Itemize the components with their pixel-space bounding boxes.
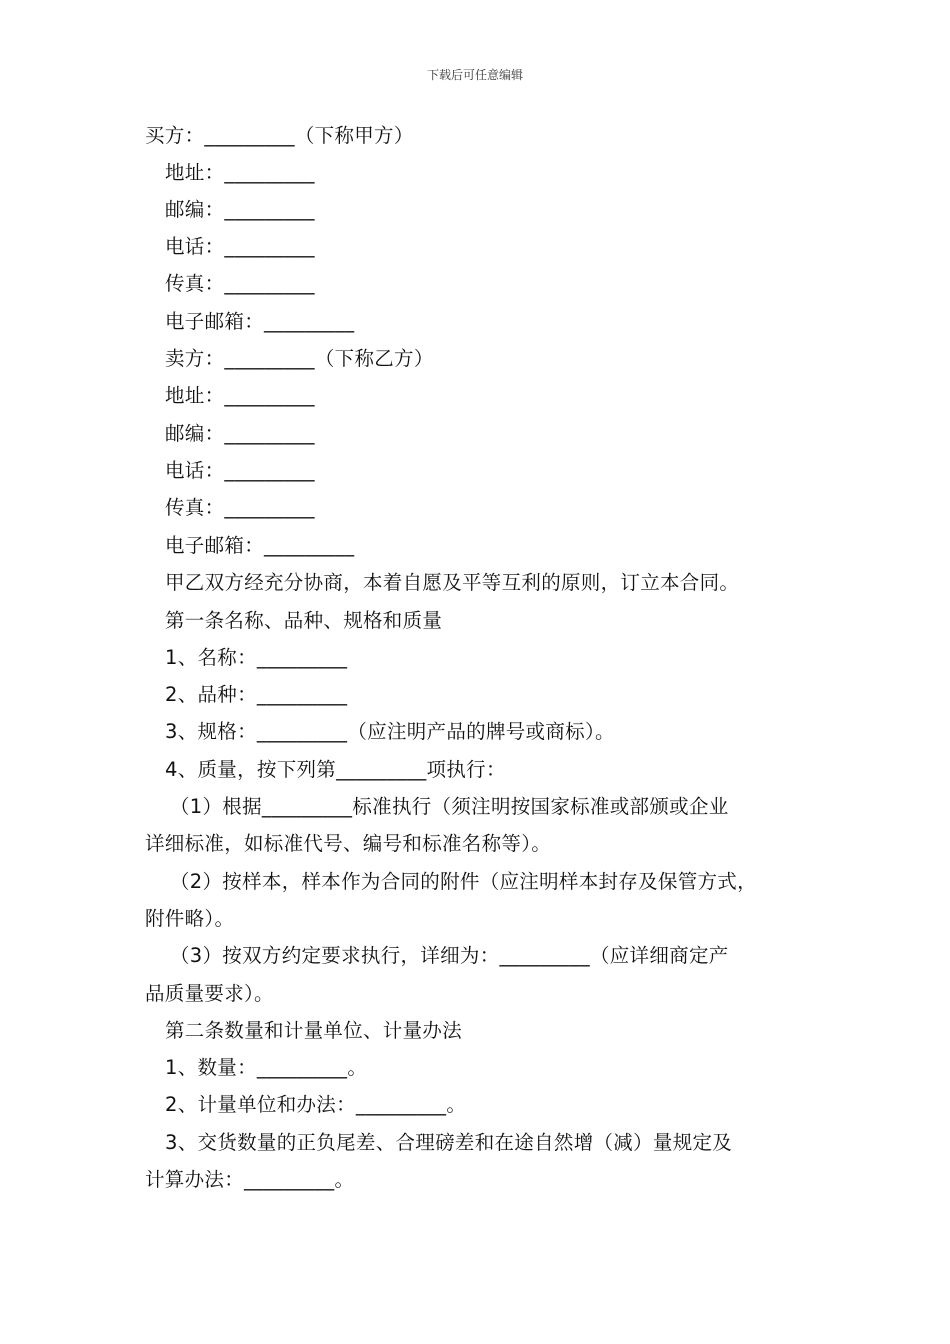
page-header: 下载后可任意编辑 [426, 68, 523, 82]
article-2-heading: 第二条数量和计量单位、计量办法 [165, 1019, 463, 1042]
article-2-item-2: 2、计量单位和办法：_________。 [165, 1093, 467, 1116]
article-1-item-2: 2、品种：_________ [165, 683, 348, 706]
quality-option-2-cont: 附件略）。 [145, 907, 235, 930]
quality-option-1-cont: 详细标准，如标准代号、编号和标准名称等）。 [145, 832, 552, 855]
seller-postcode: 邮编：_________ [165, 422, 315, 445]
buyer-line: 买方：_________（下称甲方） [145, 124, 414, 147]
quality-option-3-cont: 品质量要求）。 [145, 982, 274, 1005]
article-1-item-3: 3、规格：_________（应注明产品的牌号或商标）。 [165, 720, 615, 743]
buyer-address: 地址：_________ [165, 161, 315, 184]
seller-phone: 电话：_________ [165, 459, 315, 482]
buyer-fax: 传真：_________ [165, 272, 315, 295]
article-1-item-4: 4、质量，按下列第_________项执行： [165, 758, 506, 781]
quality-option-3: （3）按双方约定要求执行，详细为：_________（应详细商定产 [170, 944, 729, 967]
article-1-heading: 第一条名称、品种、规格和质量 [165, 609, 443, 632]
article-2-item-3: 3、交货数量的正负尾差、合理磅差和在途自然增（减）量规定及 [165, 1131, 733, 1154]
buyer-phone: 电话：_________ [165, 235, 315, 258]
article-2-item-3-cont: 计算办法：_________。 [145, 1168, 355, 1191]
seller-email: 电子邮箱：_________ [165, 534, 355, 557]
quality-option-1: （1）根据_________标准执行（须注明按国家标准或部颁或企业 [170, 795, 729, 818]
buyer-email: 电子邮箱：_________ [165, 310, 355, 333]
quality-option-2: （2）按样本，样本作为合同的附件（应注明样本封存及保管方式， [170, 870, 757, 893]
article-1-item-1: 1、名称：_________ [165, 646, 348, 669]
buyer-postcode: 邮编：_________ [165, 198, 315, 221]
seller-fax: 传真：_________ [165, 496, 315, 519]
seller-line: 卖方：_________（下称乙方） [165, 347, 434, 370]
agreement-statement: 甲乙双方经充分协商，本着自愿及平等互利的原则，订立本合同。 [165, 571, 740, 594]
article-2-item-1: 1、数量：_________。 [165, 1056, 368, 1079]
seller-address: 地址：_________ [165, 384, 315, 407]
